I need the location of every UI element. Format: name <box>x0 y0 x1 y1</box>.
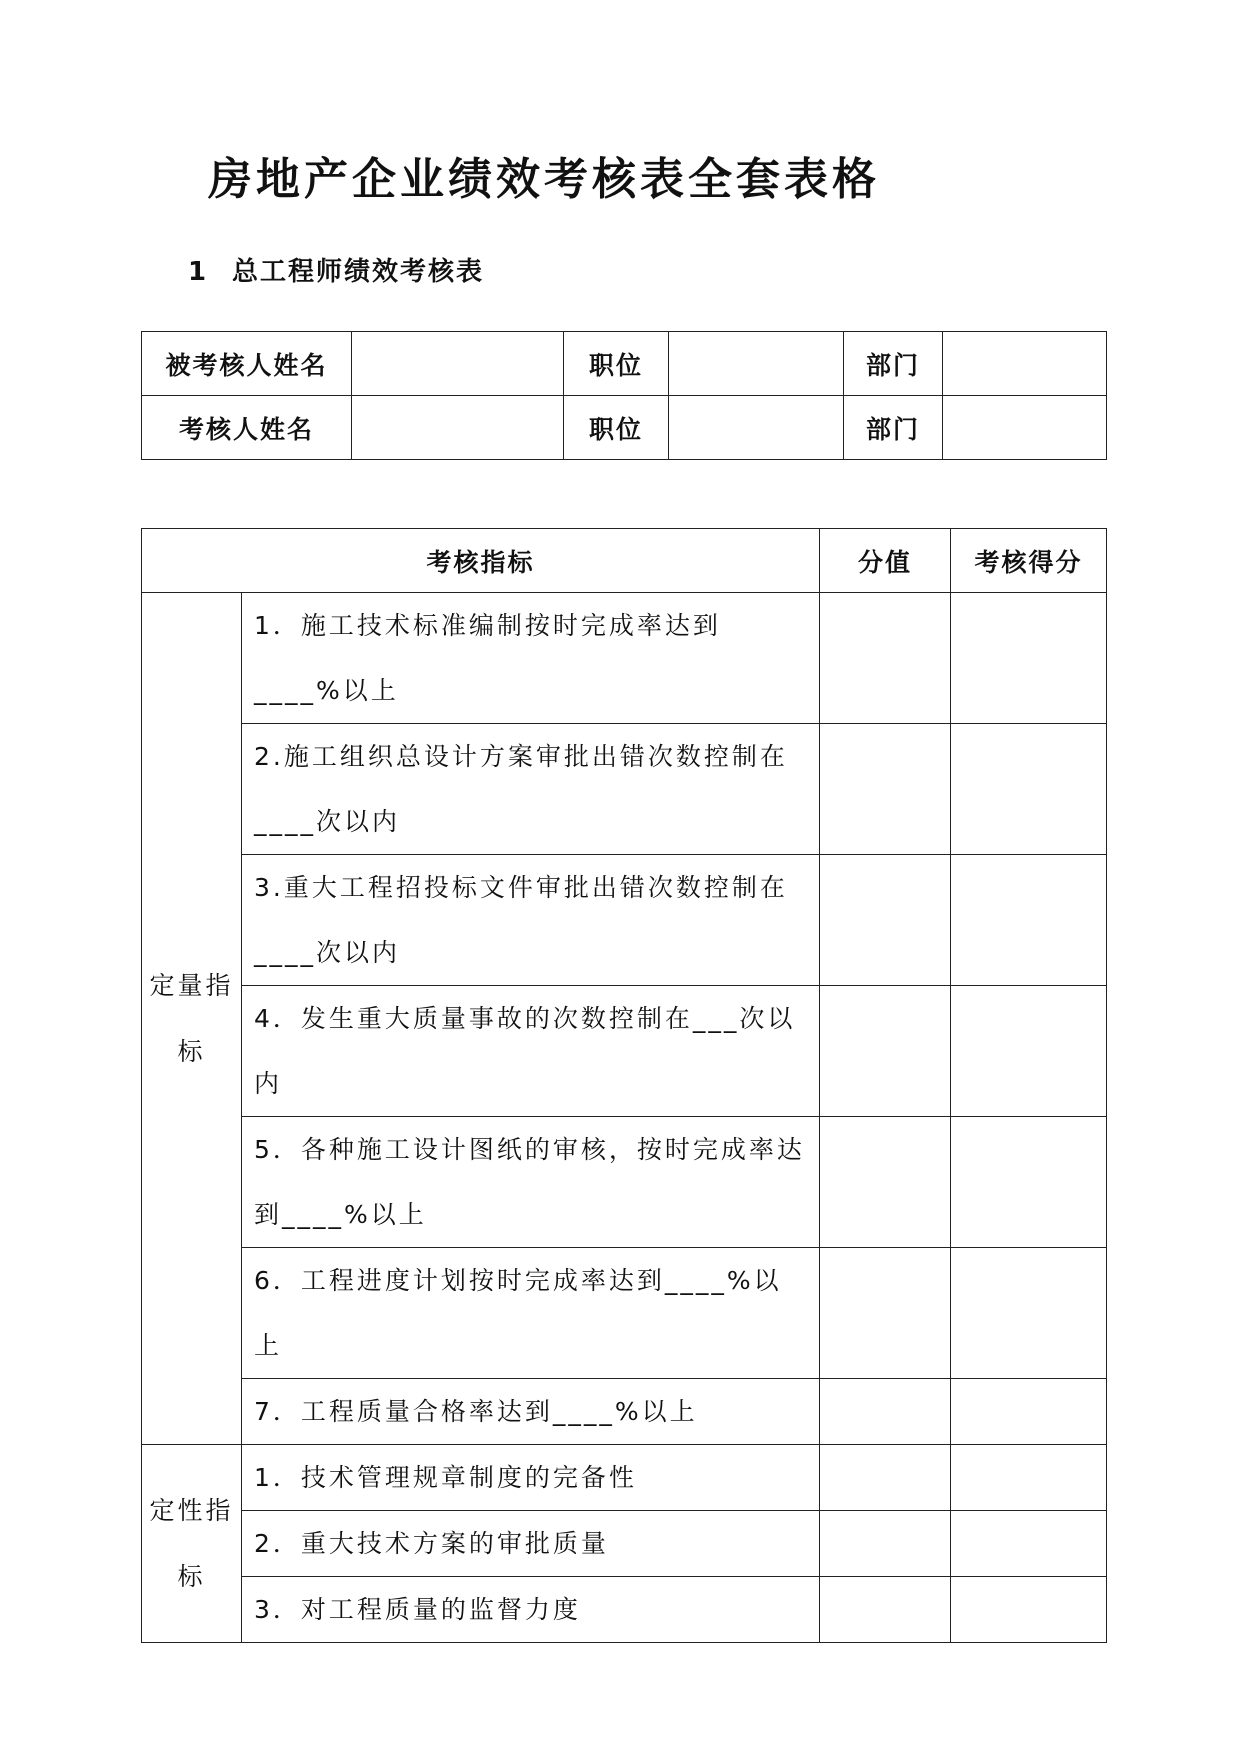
score-cell[interactable] <box>951 1248 1107 1379</box>
assessee-position-field[interactable] <box>669 332 844 396</box>
assessee-position-label: 职位 <box>564 332 669 396</box>
score-cell[interactable] <box>951 1379 1107 1445</box>
kpi-item: 4．发生重大质量事故的次数控制在___次以内 <box>242 986 820 1117</box>
section-number: 1 <box>188 257 209 287</box>
kpi-item: 5．各种施工设计图纸的审核，按时完成率达到____%以上 <box>242 1117 820 1248</box>
assessee-name-field[interactable] <box>352 332 564 396</box>
weight-cell[interactable] <box>820 724 951 855</box>
header-score: 考核得分 <box>951 529 1107 593</box>
page-title: 房地产企业绩效考核表全套表格 <box>208 154 880 205</box>
kpi-item: 7．工程质量合格率达到____%以上 <box>242 1379 820 1445</box>
assessee-row <box>142 332 1107 396</box>
kpi-row <box>142 1511 1107 1577</box>
header-weight: 分值 <box>820 529 951 593</box>
score-cell[interactable] <box>951 1577 1107 1643</box>
weight-cell[interactable] <box>820 1445 951 1511</box>
assessor-dept-label: 部门 <box>844 396 943 460</box>
kpi-item: 2.施工组织总设计方案审批出错次数控制在____次以内 <box>242 724 820 855</box>
weight-cell[interactable] <box>820 1117 951 1248</box>
kpi-item: 1．施工技术标准编制按时完成率达到____%以上 <box>242 593 820 724</box>
kpi-row <box>142 1379 1107 1445</box>
score-cell[interactable] <box>951 1511 1107 1577</box>
kpi-row <box>142 1445 1107 1511</box>
score-cell[interactable] <box>951 986 1107 1117</box>
score-cell[interactable] <box>951 1117 1107 1248</box>
score-cell[interactable] <box>951 724 1107 855</box>
weight-cell[interactable] <box>820 986 951 1117</box>
weight-cell[interactable] <box>820 1511 951 1577</box>
section-heading <box>188 252 484 292</box>
kpi-item: 2．重大技术方案的审批质量 <box>242 1511 820 1577</box>
assessor-position-label: 职位 <box>564 396 669 460</box>
assessee-dept-field[interactable] <box>943 332 1107 396</box>
assessor-name-label: 考核人姓名 <box>142 396 352 460</box>
weight-cell[interactable] <box>820 593 951 724</box>
assessee-info-table <box>141 331 1107 460</box>
section-title: 总工程师绩效考核表 <box>232 257 485 287</box>
kpi-item: 3．对工程质量的监督力度 <box>242 1577 820 1643</box>
weight-cell[interactable] <box>820 855 951 986</box>
kpi-row <box>142 855 1107 986</box>
kpi-row <box>142 1248 1107 1379</box>
score-cell[interactable] <box>951 1445 1107 1511</box>
kpi-row <box>142 986 1107 1117</box>
score-cell[interactable] <box>951 593 1107 724</box>
assessor-dept-field[interactable] <box>943 396 1107 460</box>
score-cell[interactable] <box>951 855 1107 986</box>
kpi-table <box>141 528 1107 1643</box>
qualitative-category-label: 定性指标 <box>142 1445 242 1643</box>
quantitative-category-label: 定量指标 <box>142 593 242 1445</box>
assessee-name-label: 被考核人姓名 <box>142 332 352 396</box>
assessee-dept-label: 部门 <box>844 332 943 396</box>
assessor-row <box>142 396 1107 460</box>
header-indicator: 考核指标 <box>142 529 820 593</box>
weight-cell[interactable] <box>820 1248 951 1379</box>
weight-cell[interactable] <box>820 1577 951 1643</box>
kpi-row <box>142 1577 1107 1643</box>
kpi-row <box>142 1117 1107 1248</box>
assessor-name-field[interactable] <box>352 396 564 460</box>
kpi-item: 6．工程进度计划按时完成率达到____%以上 <box>242 1248 820 1379</box>
kpi-row <box>142 724 1107 855</box>
kpi-row <box>142 593 1107 724</box>
kpi-item: 3.重大工程招投标文件审批出错次数控制在____次以内 <box>242 855 820 986</box>
weight-cell[interactable] <box>820 1379 951 1445</box>
assessor-position-field[interactable] <box>669 396 844 460</box>
kpi-item: 1．技术管理规章制度的完备性 <box>242 1445 820 1511</box>
kpi-header-row <box>142 529 1107 593</box>
